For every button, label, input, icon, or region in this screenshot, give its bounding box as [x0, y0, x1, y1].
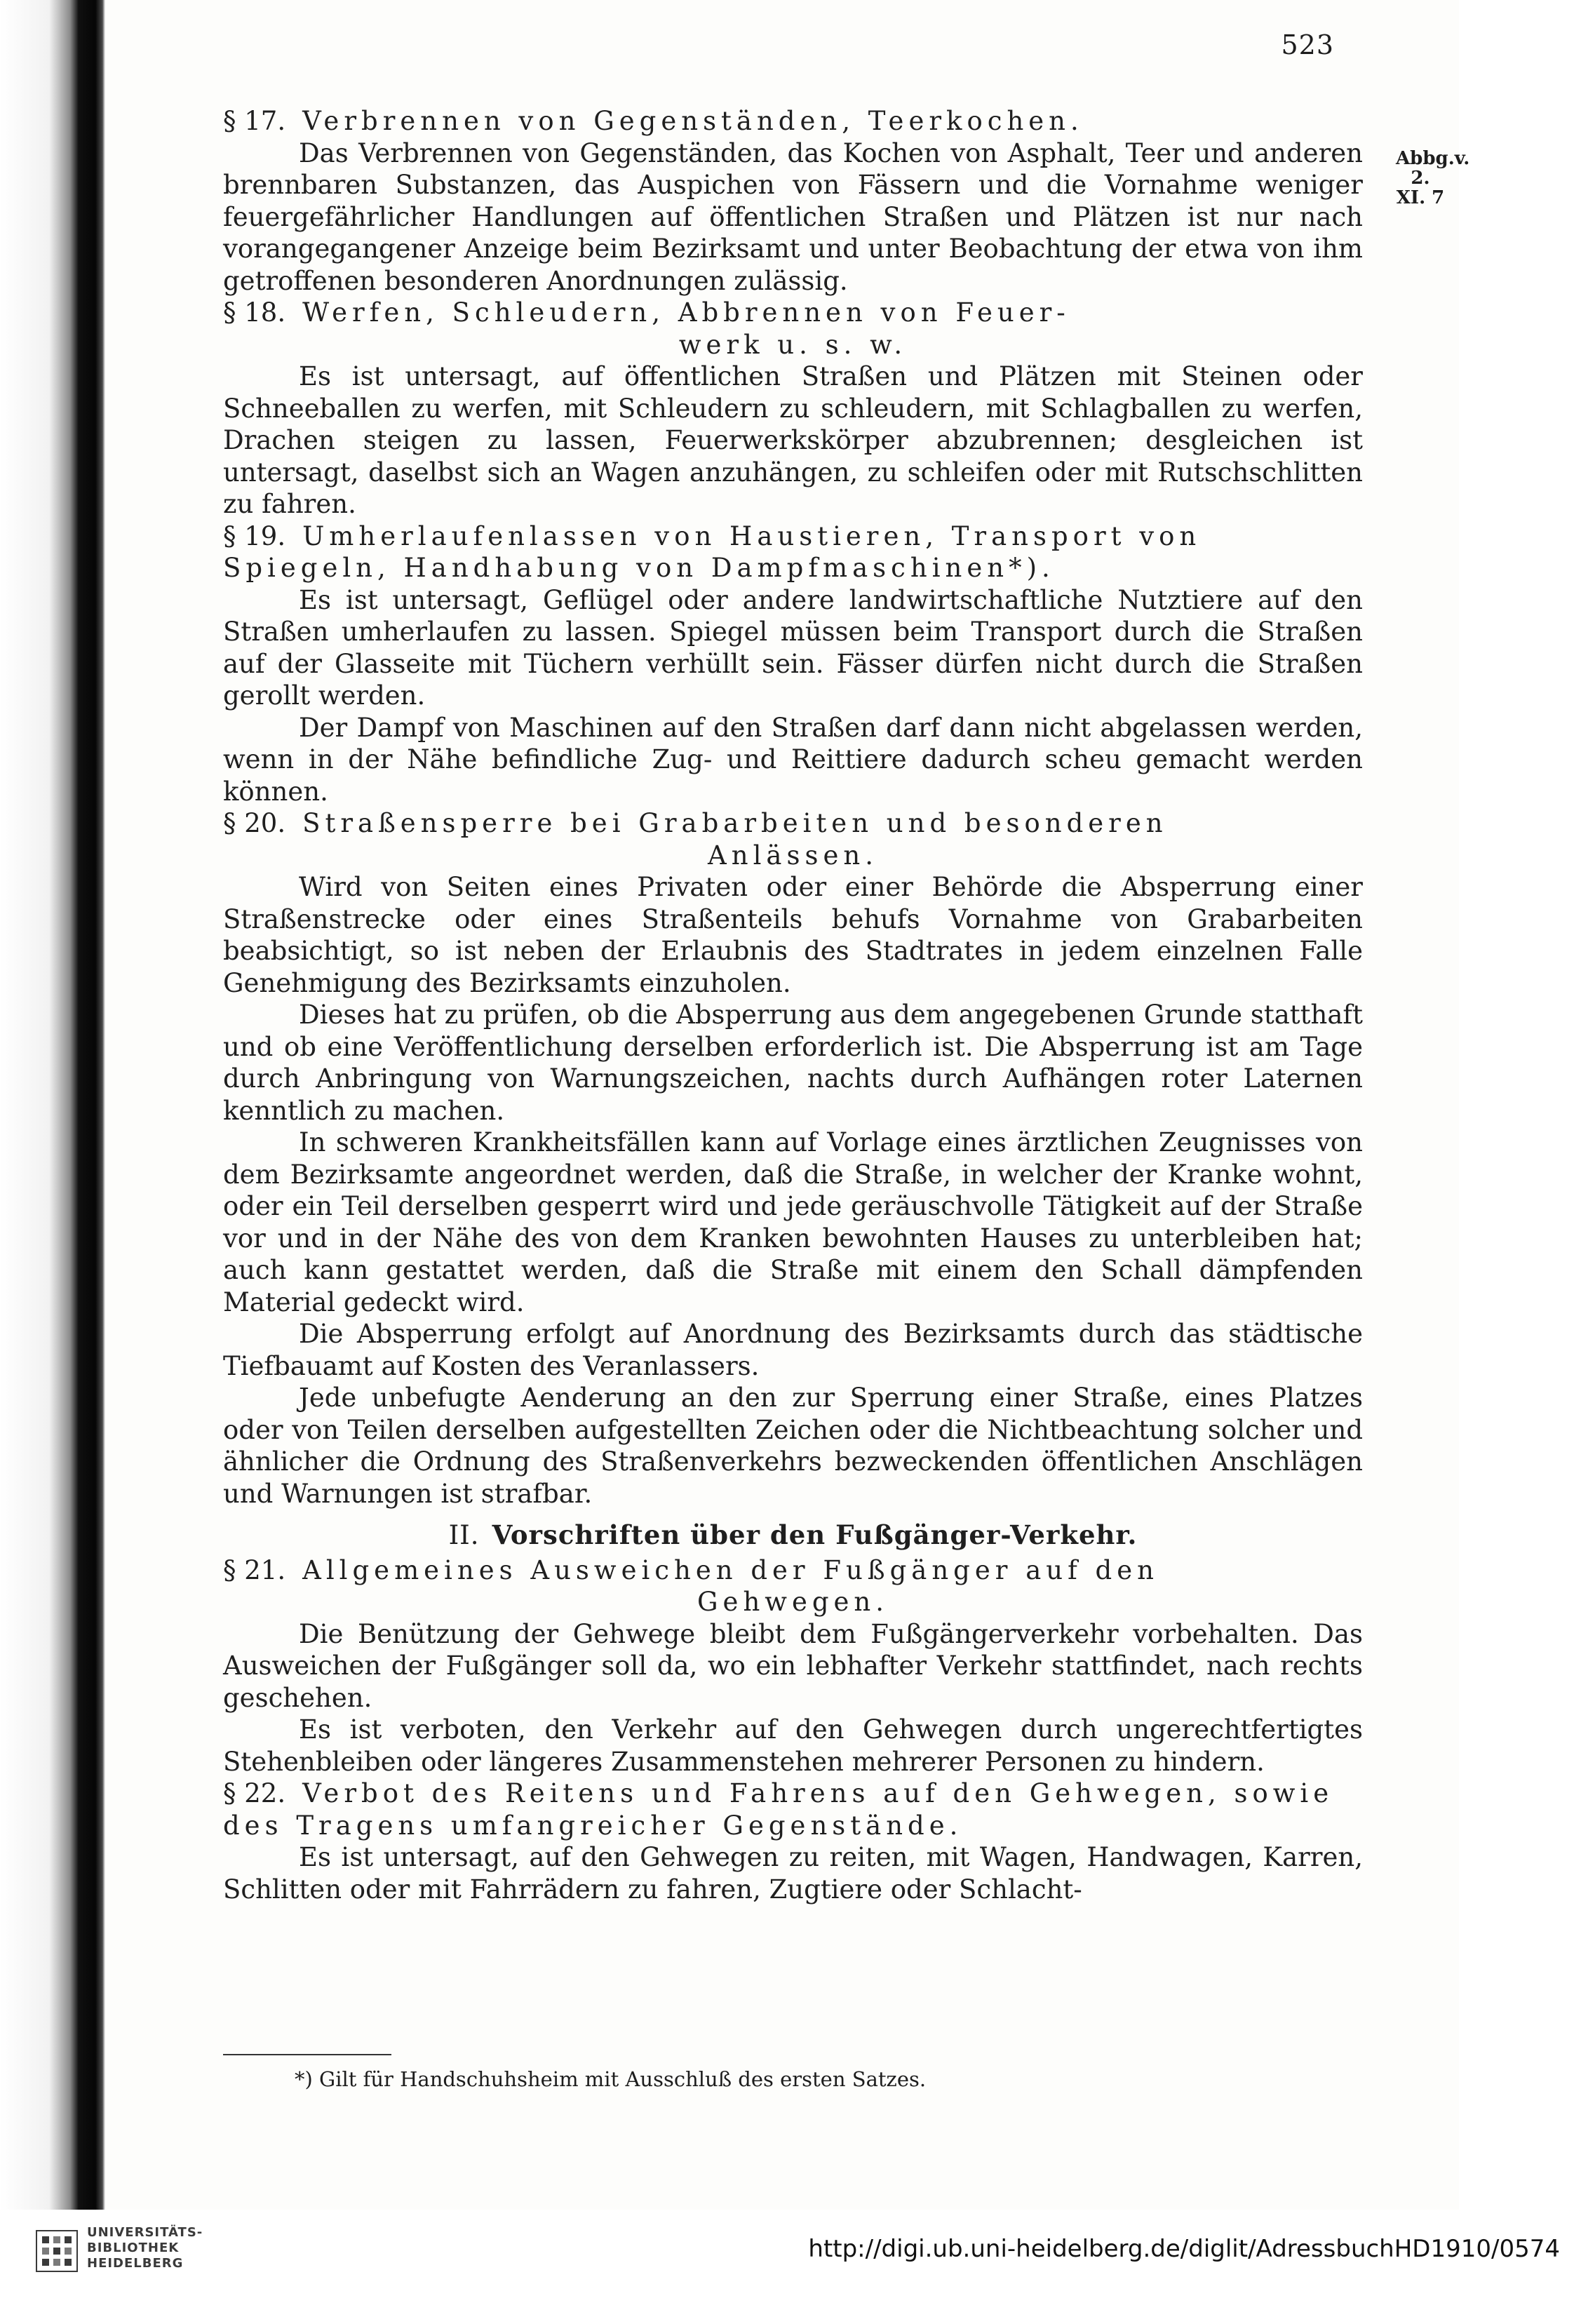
- section-number: § 17.: [223, 106, 286, 136]
- page-body: [223, 105, 1363, 1905]
- chapter-heading: [223, 1519, 1363, 1552]
- section-heading-18: [223, 297, 1363, 361]
- section-heading-20: [223, 807, 1363, 871]
- paragraph: Es ist untersagt, auf den Gehwegen zu reiten, mit Wagen, Handwagen, Karren, Schlitten oder mit Fahrrädern zu fahren, Zugtiere oder Schlacht-: [223, 1842, 1363, 1905]
- footnote: *) Gilt für Handschuhsheim mit Ausschluß des ersten Satzes.: [295, 2067, 927, 2091]
- section-number: § 22.: [223, 1778, 286, 1808]
- paragraph: Es ist verboten, den Verkehr auf den Gehwegen durch ungerechtfertigtes Stehenbleiben oder längeres Zusammenstehen mehrerer Personen zu hindern.: [223, 1714, 1363, 1777]
- page-number: 523: [1281, 29, 1334, 60]
- section-title: Umherlaufenlassen von Haustieren, Transport von Spiegeln, Handhabung von Dampfmaschinen*).: [223, 520, 1202, 583]
- paragraph: Jede unbefugte Aenderung an den zur Sperrung einer Straße, eines Platzes oder von Teilen derselben aufgestellten Zeichen oder die Nichtbeachtung solcher und ähnlicher die Ordnung des Straßenverkehrs bezweckenden öffentlichen Anschlägen und Warnungen ist strafbar.: [223, 1383, 1363, 1509]
- section-number: § 21.: [223, 1554, 286, 1585]
- chapter-number: II.: [448, 1520, 480, 1550]
- library-name-line: HEIDELBERG: [87, 2256, 184, 2271]
- section-heading-22: [223, 1778, 1363, 1841]
- section-number: § 18.: [223, 297, 286, 328]
- section-title-continuation: Gehwegen.: [697, 1587, 889, 1617]
- section-number: § 19.: [223, 520, 286, 551]
- paragraph: Die Absperrung erfolgt auf Anordnung des Bezirksamts durch das städtische Tiefbauamt auf Kosten des Veranlassers.: [223, 1319, 1363, 1381]
- library-name: [87, 2225, 203, 2271]
- paragraph: Wird von Seiten eines Privaten oder einer Behörde die Absperrung einer Straßenstrecke oder eines Straßenteils behufs Vornahme von Grabarbeiten beabsichtigt, so ist neben der Erlaubnis des Stadtrates in jedem einzelnen Falle Genehmigung des Bezirksamts einzuholen.: [223, 872, 1363, 998]
- paragraph: Der Dampf von Maschinen auf den Straßen darf dann nicht abgelassen werden, wenn in der Nähe befindliche Zug- und Reittiere dadurch scheu gemacht werden können.: [223, 712, 1363, 807]
- section-title: Werfen, Schleudern, Abbrennen von Feuer-: [302, 297, 1070, 328]
- section-number: § 20.: [223, 808, 286, 838]
- scan-binding-edge: [0, 0, 105, 2224]
- paragraph: Es ist untersagt, auf öffentlichen Straßen und Plätzen mit Steinen oder Schneeballen zu werfen, mit Schleudern zu schleudern, mit Schlagballen zu werfen, Drachen steigen zu lassen, Feuerwerkskörper abzubrennen; desgleichen ist untersagt, daselbst sich an Wagen anzuhängen, zu schleifen oder mit Rutschschlitten zu fahren.: [223, 361, 1363, 519]
- section-title: Allgemeines Ausweichen der Fußgänger auf den: [302, 1554, 1159, 1585]
- section-heading-19: [223, 520, 1363, 584]
- paragraph: In schweren Krankheitsfällen kann auf Vorlage eines ärztlichen Zeugnisses von dem Bezirksamte angeordnet werden, daß die Straße, in welcher der Kranke wohnt, oder ein Teil derselben gesperrt wird und jede geräuschvolle Tätigkeit auf der Straße vor und in der Nähe des von dem Kranken bewohnten Hauses zu unterbleiben hat; auch kann gestattet werden, daß die Straße mit einem den Schall dämpfenden Material gedeckt wird.: [223, 1127, 1363, 1317]
- paragraph: Es ist untersagt, Geflügel oder andere landwirtschaftliche Nutztiere auf den Straßen umherlaufen zu lassen. Spiegel müssen beim Transport durch die Straßen auf der Glasseite mit Tüchern verhüllt sein. Fässer dürfen nicht durch die Straßen gerollt werden.: [223, 584, 1363, 711]
- section-title: Straßensperre bei Grabarbeiten und besonderen: [302, 808, 1168, 838]
- paragraph: Dieses hat zu prüfen, ob die Absperrung aus dem angegebenen Grunde statthaft und ob eine Veröffentlichung derselben erforderlich ist. Die Absperrung ist am Tage durch Anbringung von Warnungszeichen, nachts durch Aufhängen roter Laternen kenntlich zu machen.: [223, 1000, 1363, 1126]
- footnote-divider: [223, 2054, 391, 2055]
- margin-note-line: Abbg.v.: [1396, 148, 1470, 169]
- section-title-continuation: Anlässen.: [708, 840, 878, 871]
- margin-note-line: 2. XI. 7: [1396, 168, 1445, 208]
- section-title: Verbrennen von Gegenständen, Teerkochen.: [302, 106, 1084, 136]
- paragraph: Das Verbrennen von Gegenständen, das Kochen von Asphalt, Teer und anderen brennbaren Substanzen, das Auspichen von Fässern und die Vornahme weniger feuergefährlicher Handlungen auf öffentlichen Straßen und Plätzen ist nur nach vorangegangener Anzeige beim Bezirksamt und unter Beobachtung der etwa von ihm getroffenen besonderen Anordnungen zulässig.: [223, 137, 1363, 296]
- chapter-title: Vorschriften über den Fußgänger-Verkehr.: [492, 1519, 1138, 1550]
- library-logo: [35, 2225, 245, 2309]
- university-seal-icon: [35, 2229, 79, 2273]
- library-name-line: UNIVERSITÄTS-: [87, 2225, 203, 2240]
- paragraph: Die Benützung der Gehwege bleibt dem Fußgängerverkehr vorbehalten. Das Ausweichen der Fußgänger soll da, wo ein lebhafter Verkehr stattfindet, nach rechts geschehen.: [223, 1618, 1363, 1713]
- section-heading-17: [223, 105, 1363, 137]
- section-title-continuation: werk u. s. w.: [678, 329, 908, 360]
- section-heading-21: [223, 1554, 1363, 1618]
- source-url-link[interactable]: http://digi.ub.uni-heidelberg.de/diglit/AdressbuchHD1910/0574: [808, 2235, 1560, 2263]
- library-name-line: BIBLIOTHEK: [87, 2241, 180, 2255]
- margin-note: [1396, 148, 1470, 208]
- section-title: Verbot des Reitens und Fahrens auf den Gehwegen, sowie des Tragens umfangreicher Gegenstände.: [223, 1778, 1334, 1841]
